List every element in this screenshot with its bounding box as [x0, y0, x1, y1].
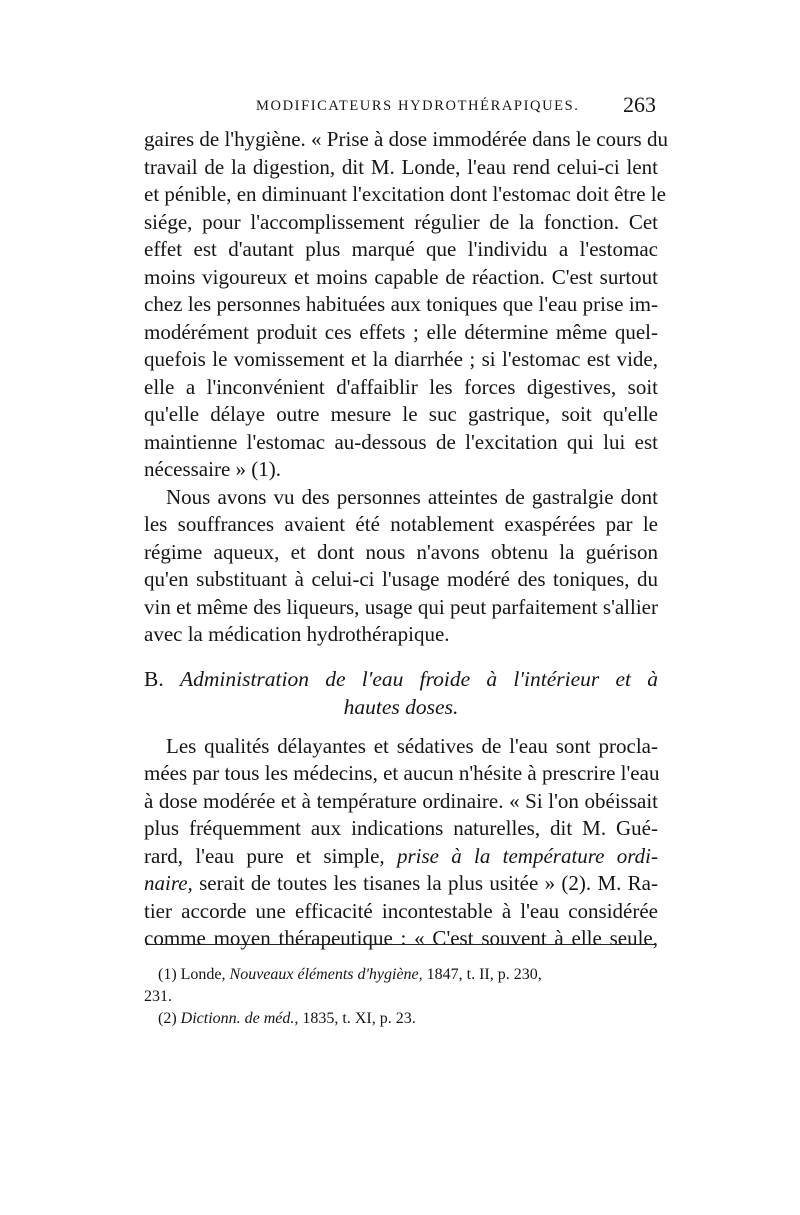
text-line: elle a l'inconvénient d'affaiblir les forces digestives, soit — [144, 374, 658, 399]
footnote-text: (2) — [158, 1010, 181, 1027]
running-head — [256, 92, 656, 122]
text-line: régime aqueux, et dont nous n'avons obtenu la guérison — [144, 539, 658, 564]
text-line: Nous avons vu des personnes atteintes de gastralgie dont — [166, 484, 658, 509]
section-heading — [144, 665, 658, 721]
footnotes — [144, 964, 658, 1030]
section-heading-line — [144, 665, 658, 693]
page-number: 263 — [623, 92, 656, 117]
text-line — [144, 870, 658, 898]
body-text — [144, 126, 668, 953]
footnote-text: , 1847, t. II, p. 230, — [418, 966, 542, 983]
footnote-1-continued: 231. — [144, 988, 172, 1005]
text-line: plus fréquemment aux indications naturelles, dit M. Gué- — [144, 816, 658, 840]
text-line: effet est d'autant plus marqué que l'individu a l'estomac — [144, 237, 658, 261]
section-title-part: Administration de l'eau froide à l'intérieur et à — [179, 666, 658, 691]
footnote-title: Dictionn. de méd. — [180, 1010, 295, 1027]
text-run: rard, l'eau pure et simple, — [144, 843, 397, 868]
text-line: modérément produit ces effets ; elle détermine même quel- — [144, 319, 658, 344]
paragraph-digestion — [144, 126, 668, 484]
italic-run: prise à la température ordi- — [396, 843, 658, 868]
text-line: mées par tous les médecins, et aucun n'hésite à prescrire l'eau — [144, 761, 660, 785]
text-line: gaires de l'hygiène. « Prise à dose immodérée dans le cours du — [144, 127, 668, 151]
text-line: maintienne l'estomac au-dessous de l'excitation qui lui est — [144, 429, 658, 454]
text-line: moins vigoureux et moins capable de réaction. C'est surtout — [144, 264, 658, 289]
text-line: chez les personnes habituées aux toniques que l'eau prise im- — [144, 292, 658, 316]
text-line: tier accorde une efficacité incontestable à l'eau considérée — [144, 898, 658, 923]
section-title-part: hautes doses. — [343, 694, 459, 719]
text-line: Les qualités délayantes et sédatives de l'eau sont procla- — [166, 733, 658, 758]
footnote-text: , 1835, t. XI, p. 23. — [294, 1010, 416, 1027]
text-line — [144, 843, 658, 871]
footnote-2 — [144, 1008, 658, 1030]
text-line: travail de la digestion, dit M. Londe, l'eau rend celui-ci lent — [144, 154, 658, 179]
paragraph-qualites — [144, 733, 658, 953]
text-run: serait de toutes les tisanes la plus usitée » (2). M. Ra- — [192, 871, 658, 895]
text-line: siége, pour l'accomplissement régulier de la fonction. Cet — [144, 209, 658, 234]
text-line: à dose modérée et à température ordinaire. « Si l'on obéissait — [144, 788, 658, 813]
running-title: MODIFICATEURS HYDROTHÉRAPIQUES. — [256, 98, 580, 114]
footnote-1 — [144, 964, 658, 986]
text-line: avec la médication hydrothérapique. — [144, 622, 450, 646]
text-line: qu'elle délaye outre mesure le suc gastrique, soit qu'elle — [144, 402, 658, 426]
text-line: les souffrances avaient été notablement exaspérées par le — [144, 512, 658, 536]
italic-run: naire, — [144, 871, 193, 895]
text-line: nécessaire » (1). — [144, 457, 282, 481]
text-line: et pénible, en diminuant l'excitation dont l'estomac doit être le — [144, 182, 666, 206]
paragraph-gastralgie — [144, 484, 658, 649]
section-letter: B. — [144, 666, 164, 691]
footnote-title: Nouveaux éléments d'hygiène — [229, 966, 419, 983]
text-line: comme moyen thérapeutique : « C'est souvent à elle seule, — [144, 926, 658, 950]
text-line: qu'en substituant à celui-ci l'usage modéré des toniques, du — [144, 567, 658, 591]
text-line: quefois le vomissement et la diarrhée ; si l'estomac est vide, — [144, 347, 658, 371]
footnote-rule — [146, 944, 656, 945]
text-line: vin et même des liqueurs, usage qui peut parfaitement s'allier — [144, 594, 658, 619]
section-heading-line — [144, 693, 658, 721]
footnote-text: (1) Londe, — [158, 966, 230, 983]
